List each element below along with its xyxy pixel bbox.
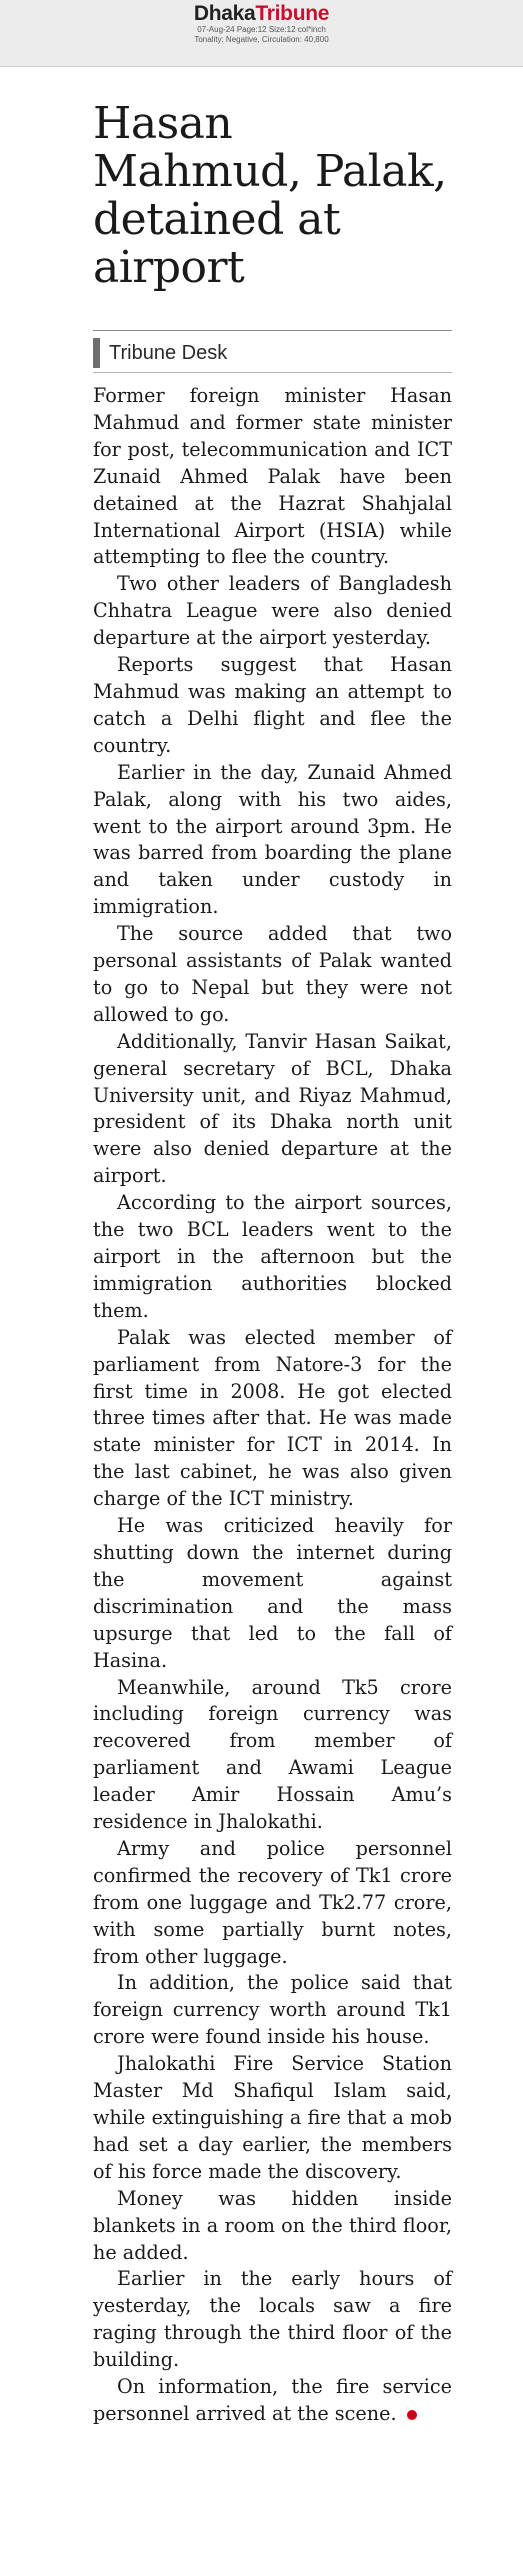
byline-rule [93, 330, 452, 331]
paragraph: Reports suggest that Hasan Mahmud was making an attempt to catch a Delhi flight and flee the country. [93, 653, 452, 757]
byline-text: Tribune Desk [109, 341, 228, 364]
paragraph: He was criticized heavily for shutting down the internet during the movement against discrimination and the mass upsurge that led to the fall of Hasina. [93, 1514, 452, 1672]
clip-meta-date-page-size: 07-Aug-24 Page:12 Size:12 col*inch [197, 25, 326, 34]
paragraph: Earlier in the day, Zunaid Ahmed Palak, along with his two aides, went to the airport around 3pm. He was barred from boarding the plane and taken under custody in immigration. [93, 760, 452, 919]
headline: Hasan Mahmud, Palak, detained at airport [93, 98, 447, 293]
paragraph: Former foreign minister Hasan Mahmud and former state minister for post, telecommunication and ICT Zunaid Ahmed Palak have been detained at the Hazrat Shahjalal International Airport (HSIA) while attempting to flee the country. [93, 384, 452, 569]
paragraph: Two other leaders of Bangladesh Chhatra League were also denied departure at the airport yesterday. [93, 572, 452, 650]
logo-tribune: Tribune [255, 2, 330, 25]
last-paragraph [93, 2374, 452, 2428]
clip-meta-tonality-circulation: Tonality: Negative, Circulation: 40,800 [194, 35, 329, 44]
paragraph: Additionally, Tanvir Hasan Saikat, general secretary of BCL, Dhaka University unit, and Riyaz Mahmud, president of its Dhaka north unit were also denied departure at the airport. [93, 1029, 452, 1188]
byline-bar [93, 338, 100, 368]
paragraph: Earlier in the early hours of yesterday, the locals saw a fire raging through the third floor of the building. [93, 2267, 452, 2372]
paragraph: Meanwhile, around Tk5 crore including foreign currency was recovered from member of parliament and Awami League leader Amir Hossain Amu’s residence in Jhalokathi. [93, 1675, 452, 1834]
paragraph: In addition, the police said that foreign currency worth around Tk1 crore were found inside his house. [93, 1971, 452, 2049]
paragraph: The source added that two personal assistants of Palak wanted to go to Nepal but they were not allowed to go. [93, 922, 452, 1026]
article-body [93, 383, 452, 2428]
logo-dhaka: Dhaka [193, 2, 256, 25]
paragraph-text: On information, the fire service personnel arrived at the scene. [93, 2375, 452, 2425]
article [93, 100, 452, 2428]
newspaper-logo [0, 0, 523, 25]
paragraph: Jhalokathi Fire Service Station Master Md Shafiqul Islam said, while extinguishing a fire that a mob had set a day earlier, the members of his force made the discovery. [93, 2052, 452, 2183]
byline-underline [93, 372, 452, 373]
paragraph: Money was hidden inside blankets in a room on the third floor, he added. [93, 2186, 452, 2264]
byline [93, 338, 452, 368]
end-of-story-dot-icon [407, 2410, 417, 2420]
paragraph: Palak was elected member of parliament from Natore-3 for the first time in 2008. He got elected three times after that. He was made state minister for ICT in 2014. In the last cabinet, he was also given charge of the ICT ministry. [93, 1325, 452, 1511]
masthead [0, 0, 523, 67]
paragraph: According to the airport sources, the two BCL leaders went to the airport in the afternoon but the immigration authorities blocked them. [93, 1191, 452, 1322]
paragraph: Army and police personnel confirmed the recovery of Tk1 crore from one luggage and Tk2.77 crore, with some partially burnt notes, from other luggage. [93, 1836, 452, 1968]
